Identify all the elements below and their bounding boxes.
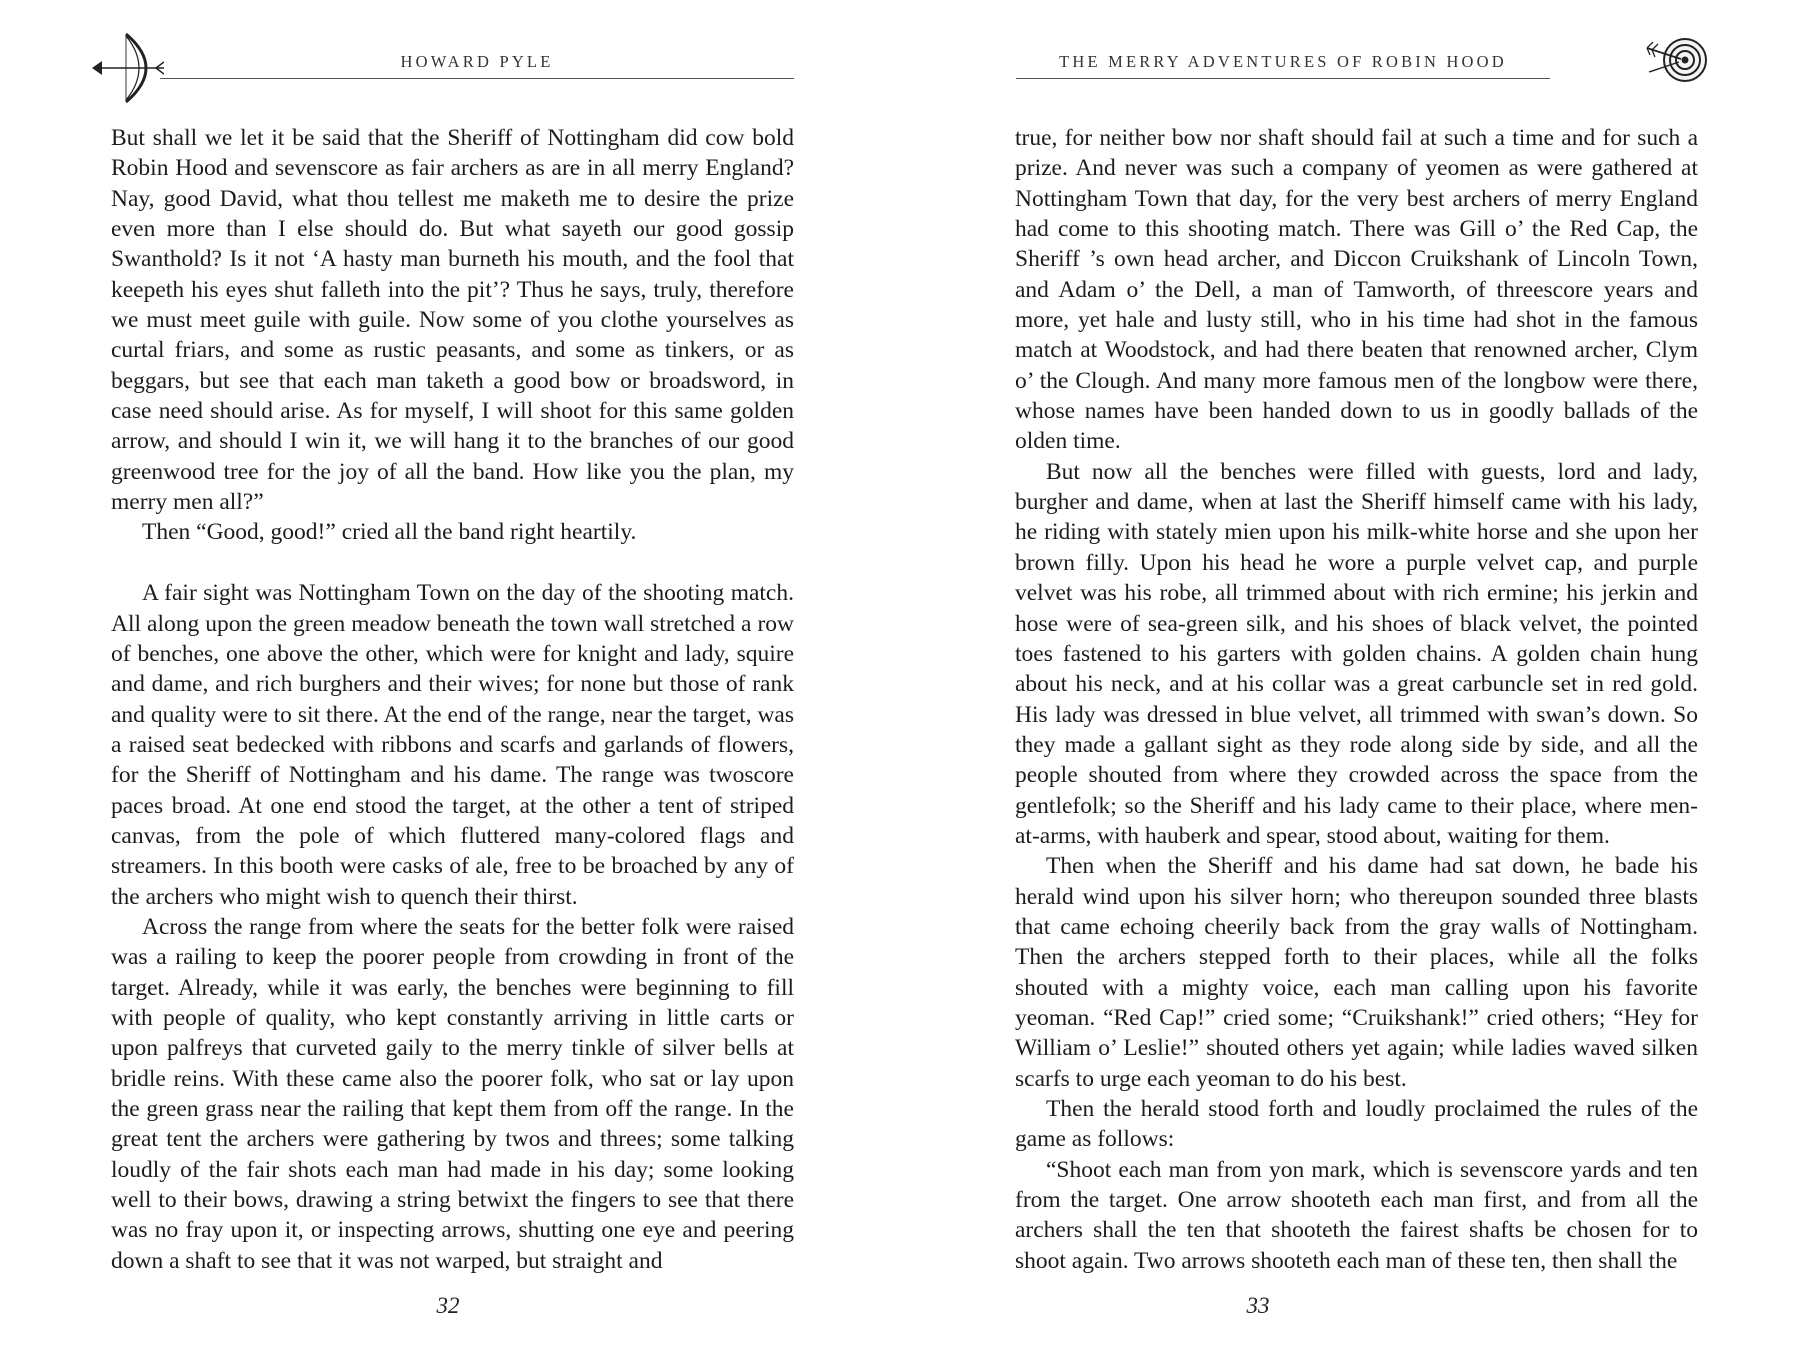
paragraph: true, for neither bow nor shaft should fail at such a time and for such a prize. And never was such a company of yeomen as were gathered at Nottingham Town that day, for the very best archers of merry England had come to this shooting match. There was Gill o’ the Red Cap, the Sheriff ’s own head archer, and Diccon Cruikshank of Lincoln Town, and Adam o’ the Dell, a man of Tamworth, of threescore years and more, yet hale and lusty still, who in his time had shot in the famous match at Woodstock, and had there beaten that renowned archer, Clym o’ the Clough. And many more famous men of the longbow were there, whose names have been handed down to us in goodly ballads of the olden time. [1015,125,1698,455]
page-number: 32 [436,1293,460,1318]
running-head: HOWARD PYLE [400,52,554,71]
body-text [1015,123,1698,1276]
paragraph: Then “Good, good!” cried all the band right heartily. [142,519,637,546]
paragraph: Across the range from where the seats for the better folk were raised was a railing to keep the poorer people from crowding in front of the target. Already, while it was early, the benches were beginning to fill with people of quality, who kept constantly arriving in little carts or upon palfreys that curveted gaily to the merry tinkle of silver bells at bridle reins. With these came also the poorer folk, who sat or lay upon the green grass near the railing that kept them from off the range. In the great tent the archers were gathering by twos and threes; some talking loudly of the fair shots each man had made in his day; some looking well to their bows, drawing a string betwixt the fingers to see that there was no fray upon it, or inspecting arrows, shutting one eye and peering down a shaft to see that it was not warped, but straight and [111,913,794,1274]
bow-and-arrow-icon [92,30,164,106]
target-with-arrow-icon [1645,30,1709,90]
paragraph: But now all the benches were filled with guests, lord and lady, burgher and dame, when at last the Sheriff himself came with his lady, he riding with stately mien upon his milk-white horse and she upon her brown filly. Upon his head he wore a purple velvet cap, and purple velvet was his robe, all trimmed about with rich ermine; his jerkin and hose were of sea-green silk, and his shoes of black velvet, the pointed toes fastened to his garters with golden chains. A golden chain hung about his neck, and at his collar was a great carbuncle set in red gold. His lady was dressed in blue velvet, all trimmed with swan’s down. So they made a gallant sight as they rode along side by side, and all the people shouted from where they crowded across the space from the gentlefolk; so the Sheriff and his lady came to their place, where men-at-arms, with hauberk and spear, stood about, waiting for them. [1015,458,1698,849]
running-head: THE MERRY ADVENTURES OF ROBIN HOOD [1059,52,1507,71]
header-rule [1016,78,1550,79]
paragraph: But shall we let it be said that the Sheriff of Nottingham did cow bold Robin Hood and sevenscore as fair archers as are in all merry England? Nay, good David, what thou tellest me maketh me to desire the prize even more than I else should do. But what sayeth our good gossip Swanthold? Is it not ‘A hasty man burneth his mouth, and the fool that keepeth his eyes shut falleth into the pit’? Thus he says, truly, therefore we must meet guile with guile. Now some of you clothe yourselves as curtal friars, and some as rustic peasants, and some as tinkers, or as beggars, but see that each man taketh a good bow or broadsword, in case need should arise. As for myself, I will shoot for this same golden arrow, and should I win it, we will hang it to the branches of our good greenwood tree for the joy of all the band. How like you the plan, my merry men all?” [111,125,794,516]
paragraph: A fair sight was Nottingham Town on the day of the shooting match. All along upon the green meadow beneath the town wall stretched a row of benches, one above the other, which were for knight and lady, squire and dame, and rich burghers and their wives; for none but those of rank and quality were to sit there. At the end of the range, near the target, was a raised seat bedecked with ribbons and scarfs and garlands of flowers, for the Sheriff of Nottingham and his dame. The range was twoscore paces broad. At one end stood the target, at the other a tent of striped canvas, from the pole of which fluttered many-colored flags and streamers. In this booth were casks of ale, free to be broached by any of the archers who might wish to quench their thirst. [111,580,794,910]
page-number: 33 [1246,1293,1270,1318]
header-rule [160,78,794,79]
paragraph: “Shoot each man from yon mark, which is sevenscore yards and ten from the target. One arrow shooteth each man first, and from all the archers shall the ten that shooteth the fairest shafts be chosen for to shoot again. Two arrows shooteth each man of these ten, then shall the [1015,1156,1698,1274]
body-text [111,123,794,1276]
paragraph: Then when the Sheriff and his dame had sat down, he bade his herald wind upon his silver horn; who thereupon sounded three blasts that came echoing cheerily back from the gray walls of Nottingham. Then the archers stepped forth to their places, while all the folks shouted with a mighty voice, each man calling upon his favorite yeoman. “Red Cap!” cried some; “Cruikshank!” cried others; “Hey for William o’ Leslie!” shouted others yet again; while ladies waved silken scarfs to urge each yeoman to do his best. [1015,853,1698,1092]
paragraph: Then the herald stood forth and loudly proclaimed the rules of the game as follows: [1015,1096,1698,1153]
right-page [898,0,1796,1346]
